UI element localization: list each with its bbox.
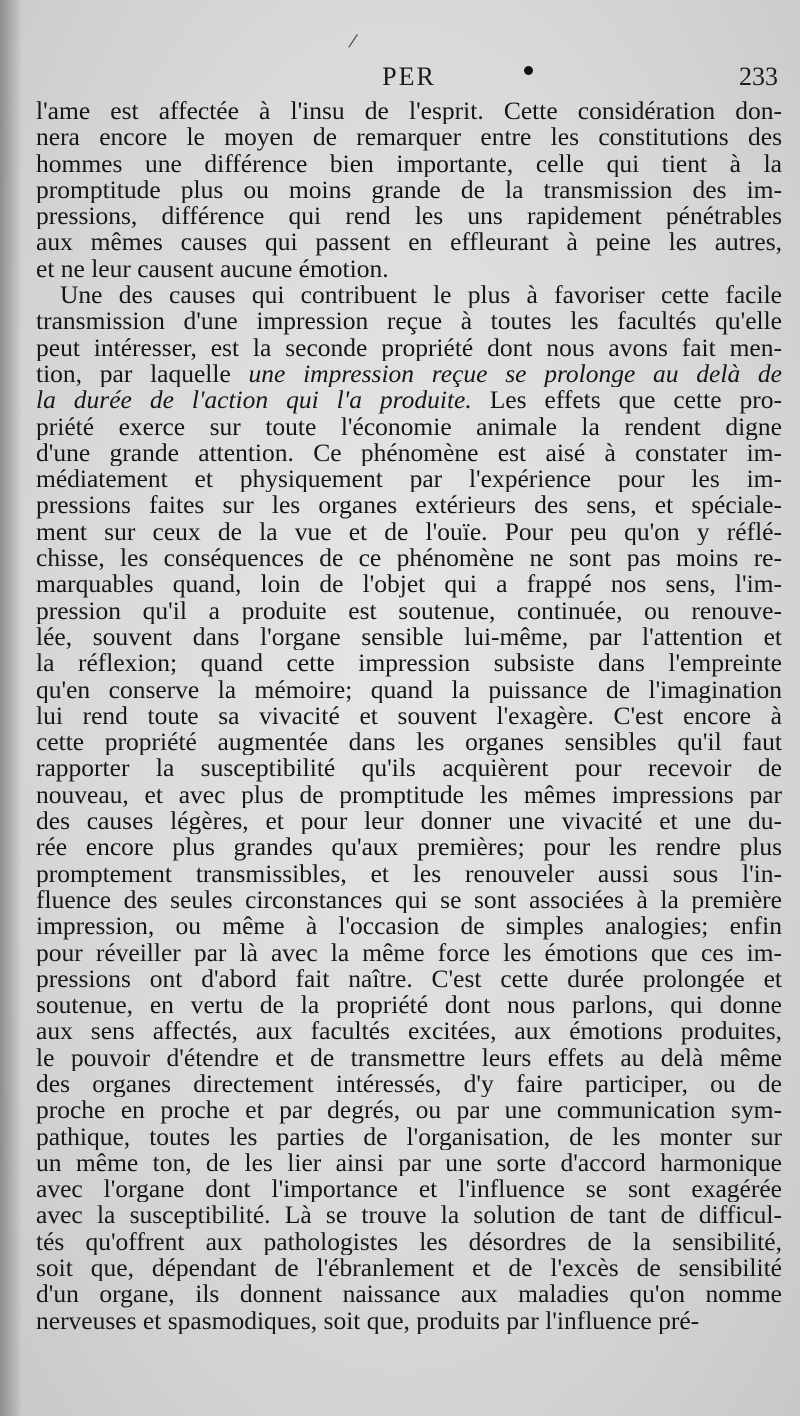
text-line: transmission d'une impression reçue à toutes les facultés qu'elle (36, 308, 782, 335)
margin-mark: / (346, 27, 360, 54)
text-line: fluence des seules circonstances qui se sont associées à la première (36, 886, 782, 914)
text-line (36, 387, 782, 413)
text-line: l'ame est affectée à l'insu de l'esprit. Cette considération don- (36, 98, 782, 125)
text-line: pressions ont d'abord fait naître. C'est cette durée prolongée et (36, 965, 782, 993)
text-line: tés qu'offrent aux pathologistes les désordres de la sensibilité, (36, 1228, 782, 1256)
text-line: promptement transmissibles, et les renouveler aussi sous l'in- (36, 860, 782, 887)
page-number: 233 (739, 62, 778, 91)
text-line: Une des causes qui contribuent le plus à favoriser cette facile (60, 282, 782, 309)
text-line: nouveau, et avec plus de promptitude les mêmes impressions par (36, 781, 782, 809)
text-line: proche en proche et par degrés, ou par une communication sym- (36, 1097, 782, 1124)
text-line: marquables quand, loin de l'objet qui a frappé nos sens, l'im- (36, 571, 782, 598)
text-run: Les effets que cette pro- (471, 387, 782, 414)
text-line: qu'en conserve la mémoire; quand la puissance de l'imagination (36, 676, 782, 703)
text-line: rapporter la susceptibilité qu'ils acquièrent pour recevoir de (36, 755, 782, 782)
text-line: un même ton, de les lier ainsi par une sorte d'accord harmonique (36, 1149, 782, 1177)
text-run: tion, par laquelle (36, 360, 249, 388)
body-text (36, 98, 782, 1334)
text-line: avec la susceptibilité. Là se trouve la solution de tant de difficul- (36, 1202, 782, 1229)
italic-run: la durée de l'action qui l'a produite. (36, 387, 472, 414)
text-line: pathique, toutes les parties de l'organisation, de les monter sur (36, 1123, 782, 1150)
text-line: hommes une différence bien importante, celle qui tient à la (36, 150, 782, 177)
text-line: avec l'organe dont l'importance et l'influence se sont exagérée (36, 1176, 782, 1203)
italic-run: une impression reçue se prolonge au delà de (248, 360, 782, 388)
text-line: cette propriété augmentée dans les organes sensibles qu'il faut (36, 729, 782, 756)
text-line: d'un organe, ils donnent naissance aux maladies qu'on nomme (36, 1281, 782, 1308)
text-line: lui rend toute sa vivacité et souvent l'exagère. C'est encore à (36, 702, 782, 730)
paragraph-1 (36, 98, 782, 282)
text-line: peut intéresser, est la seconde propriété dont nous avons fait men- (36, 334, 782, 361)
text-line: nera encore le moyen de remarquer entre les constitutions des (36, 124, 782, 151)
text-line: rée encore plus grandes qu'aux premières; pour les rendre plus (36, 834, 782, 861)
text-line: impression, ou même à l'occasion de simples analogies; enfin (36, 913, 782, 940)
running-head-title: PER (382, 62, 436, 91)
text-line: pressions, différence qui rend les uns rapidement pénétrables (36, 203, 782, 230)
text-line: ment sur ceux de la vue et de l'ouïe. Pour peu qu'on y réflé- (36, 518, 782, 546)
text-line: chisse, les conséquences de ce phénomène ne sont pas moins re- (36, 545, 782, 572)
text-line: pressions faites sur les organes extérieurs des sens, et spéciale- (36, 492, 782, 519)
text-line: pour réveiller par là avec la même force les émotions que ces im- (36, 939, 782, 966)
running-head (30, 62, 788, 98)
text-line: d'une grande attention. Ce phénomène est aisé à constater im- (36, 439, 782, 467)
text-line: promptitude plus ou moins grande de la transmission des im- (36, 176, 782, 204)
text-line: priété exerce sur toute l'économie animale la rendent digne (36, 413, 782, 440)
text-line (36, 361, 782, 387)
text-line: médiatement et physiquement par l'expérience pour les im- (36, 466, 782, 493)
text-line: des causes légères, et pour leur donner une vivacité et une du- (36, 808, 782, 835)
gutter-shadow (0, 0, 22, 1416)
text-line: et ne leur causent aucune émotion. (36, 255, 389, 283)
ink-spot (524, 66, 533, 75)
text-line: nerveuses et spasmodiques, soit que, produits par l'influence pré- (36, 1307, 700, 1334)
text-line: des organes directement intéressés, d'y faire participer, ou de (36, 1070, 782, 1098)
text-line: soit que, dépendant de l'ébranlement et de l'excès de sensibilité (36, 1255, 782, 1282)
text-line: aux mêmes causes qui passent en effleurant à peine les autres, (36, 229, 782, 256)
text-line: lée, souvent dans l'organe sensible lui-même, par l'attention et (36, 623, 782, 651)
paragraph-2 (36, 282, 782, 1334)
text-line: aux sens affectés, aux facultés excitées, aux émotions produites, (36, 1018, 782, 1045)
text-line: la réflexion; quand cette impression subsiste dans l'empreinte (36, 650, 782, 677)
text-line: pression qu'il a produite est soutenue, continuée, ou renouve- (36, 597, 782, 624)
text-line: soutenue, en vertu de la propriété dont nous parlons, qui donne (36, 992, 782, 1019)
text-line: le pouvoir d'étendre et de transmettre leurs effets au delà même (36, 1044, 782, 1071)
